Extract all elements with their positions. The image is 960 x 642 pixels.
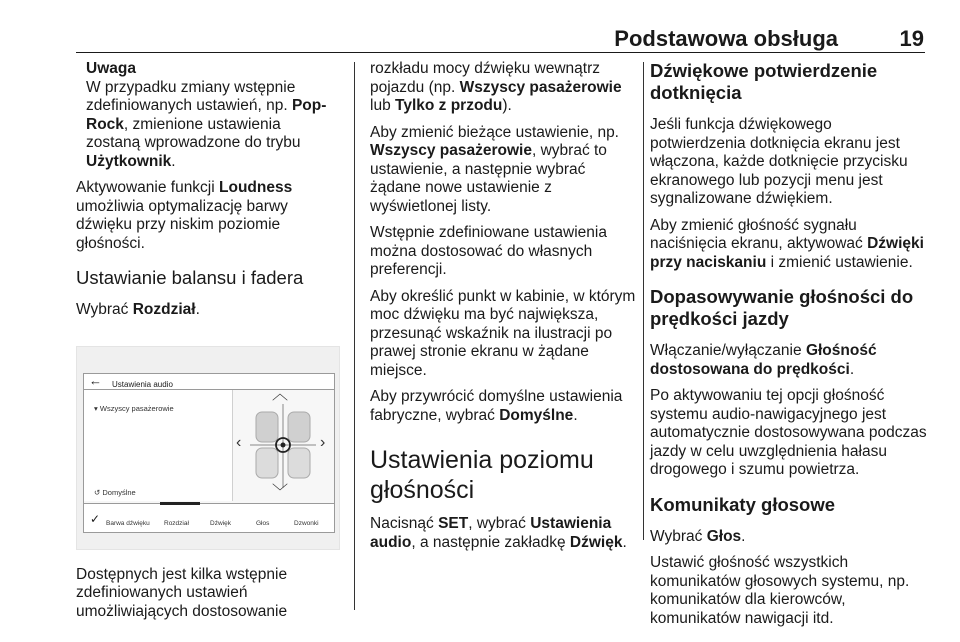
screen-title: Ustawienia audio — [112, 379, 173, 389]
active-tab-indicator — [160, 502, 200, 505]
tab-sound-color: Barwa dźwięku — [106, 519, 150, 527]
chevron-left-icon: ‹ — [236, 433, 242, 451]
screen-top-bar — [84, 374, 334, 390]
customize-paragraph: Wstępnie zdefiniowane ustawienia można dostosować do własnych preferencji. — [370, 224, 607, 278]
page-number: 19 — [899, 26, 924, 51]
reset-icon: ↺ — [94, 487, 103, 497]
restore-defaults-paragraph: Aby przywrócić domyślne ustawienia fabryczne, wybrać Domyślne. — [370, 388, 623, 424]
heading-volume-settings: Ustawienia poziomu głośności — [370, 446, 594, 504]
chevron-right-icon: › — [320, 433, 326, 451]
chevron-up-icon: ︿ — [272, 385, 289, 403]
heading-voice-messages: Komunikaty głosowe — [650, 493, 836, 515]
tab-sound: Dźwięk — [210, 519, 231, 527]
seats-illustration — [246, 404, 320, 488]
heading-balance-fader: Ustawianie balansu i fadera — [76, 267, 304, 288]
dropdown-icon: ▾ — [94, 403, 100, 413]
loudness-paragraph: Aktywowanie funkcji Loudness umożliwia optymalizację barwy dźwięku przy niskim poziomie głośności. — [76, 179, 293, 252]
note-box — [76, 60, 338, 171]
tab-voice: Głos — [256, 519, 270, 527]
header-title: Podstawowa obsługa — [614, 26, 838, 51]
preset-selector: ▾ Wszyscy pasażerowie — [94, 403, 174, 413]
column-divider-2 — [643, 62, 644, 540]
back-arrow-icon: ← — [89, 372, 102, 388]
preset-panel — [84, 390, 233, 501]
presets-paragraph: Dostępnych jest kilka wstępnie zdefiniowanych ustawień umożliwiających dostosowanie — [76, 565, 288, 620]
note-title: Uwaga — [86, 60, 136, 77]
defaults-row: ↺ Domyślne — [94, 487, 136, 497]
voice-volume-paragraph: Ustawić głośność wszystkich komunikatów głosowych systemu, np. komunikatów dla kierowców, komunikatów nawigacji itd. — [650, 554, 910, 627]
select-voice-paragraph: Wybrać Głos. — [650, 527, 746, 545]
tab-ringtones: Dzwonki — [294, 519, 319, 527]
car-seats-icon — [246, 404, 320, 488]
column-divider-1 — [354, 62, 355, 610]
header-rule — [76, 52, 925, 53]
heading-touch-confirmation: Dźwiękowe potwierdzenie dotknięcia — [650, 60, 878, 103]
touch-paragraph: Jeśli funkcja dźwiękowego potwierdzenia dotknięcia ekranu jest włączona, każde dotknięcie przycisku ekranowego lub pozycji menu jest sygnalizowane dźwiękiem. — [650, 116, 908, 207]
note-text: W przypadku zmiany wstępnie zdefiniowanych ustawień, np. Pop-Rock, zmienione ustawienia zostaną wprowadzone do trybu Użytkownik. — [86, 78, 327, 170]
screen-tab-bar — [84, 503, 334, 532]
press-set-paragraph: Nacisnąć SET, wybrać Ustawienia audio, a następnie zakładkę Dźwięk. — [370, 515, 627, 551]
audio-settings-figure — [76, 346, 340, 550]
column-3 — [650, 60, 930, 636]
heading-speed-volume: Dopasowywanie głośności do prędkości jazdy — [650, 286, 914, 329]
speed-description-paragraph: Po aktywowaniu tej opcji głośność systemu audio-nawigacyjnego jest automatycznie dostosowywana podczas jazdy w celu uwzględnienia hałasu drogowego i szumu powietrza. — [650, 387, 927, 478]
chevron-down-icon: ﹀ — [272, 483, 289, 501]
column-1 — [76, 60, 338, 629]
speed-toggle-paragraph: Włączanie/wyłączanie Głośność dostosowana do prędkości. — [650, 342, 877, 378]
screen-display — [83, 373, 335, 533]
column-2 — [370, 60, 636, 560]
select-distribution-paragraph: Wybrać Rozdział. — [76, 301, 200, 318]
touch-volume-paragraph: Aby zmienić głośność sygnału naciśnięcia ekranu, aktywować Dźwięki przy naciskaniu i zmienić ustawienie. — [650, 216, 924, 271]
tab-distribution: Rozdział — [164, 519, 189, 527]
point-paragraph: Aby określić punkt w kabinie, w którym moc dźwięku ma być największa, przesunąć wskaźnik na ilustracji po prawej stronie ekranu w żądane miejsce. — [370, 287, 636, 379]
distribution-paragraph: rozkładu mocy dźwięku wewnątrz pojazdu (np. Wszyscy pasażerowie lub Tylko z przodu). — [370, 60, 622, 114]
change-setting-paragraph: Aby zmienić bieżące ustawienie, np. Wszyscy pasażerowie, wybrać to ustawienie, a następnie wybrać żądane nowe ustawienie z wyświetlonej listy. — [370, 123, 619, 215]
check-icon: ✓ — [90, 511, 101, 526]
